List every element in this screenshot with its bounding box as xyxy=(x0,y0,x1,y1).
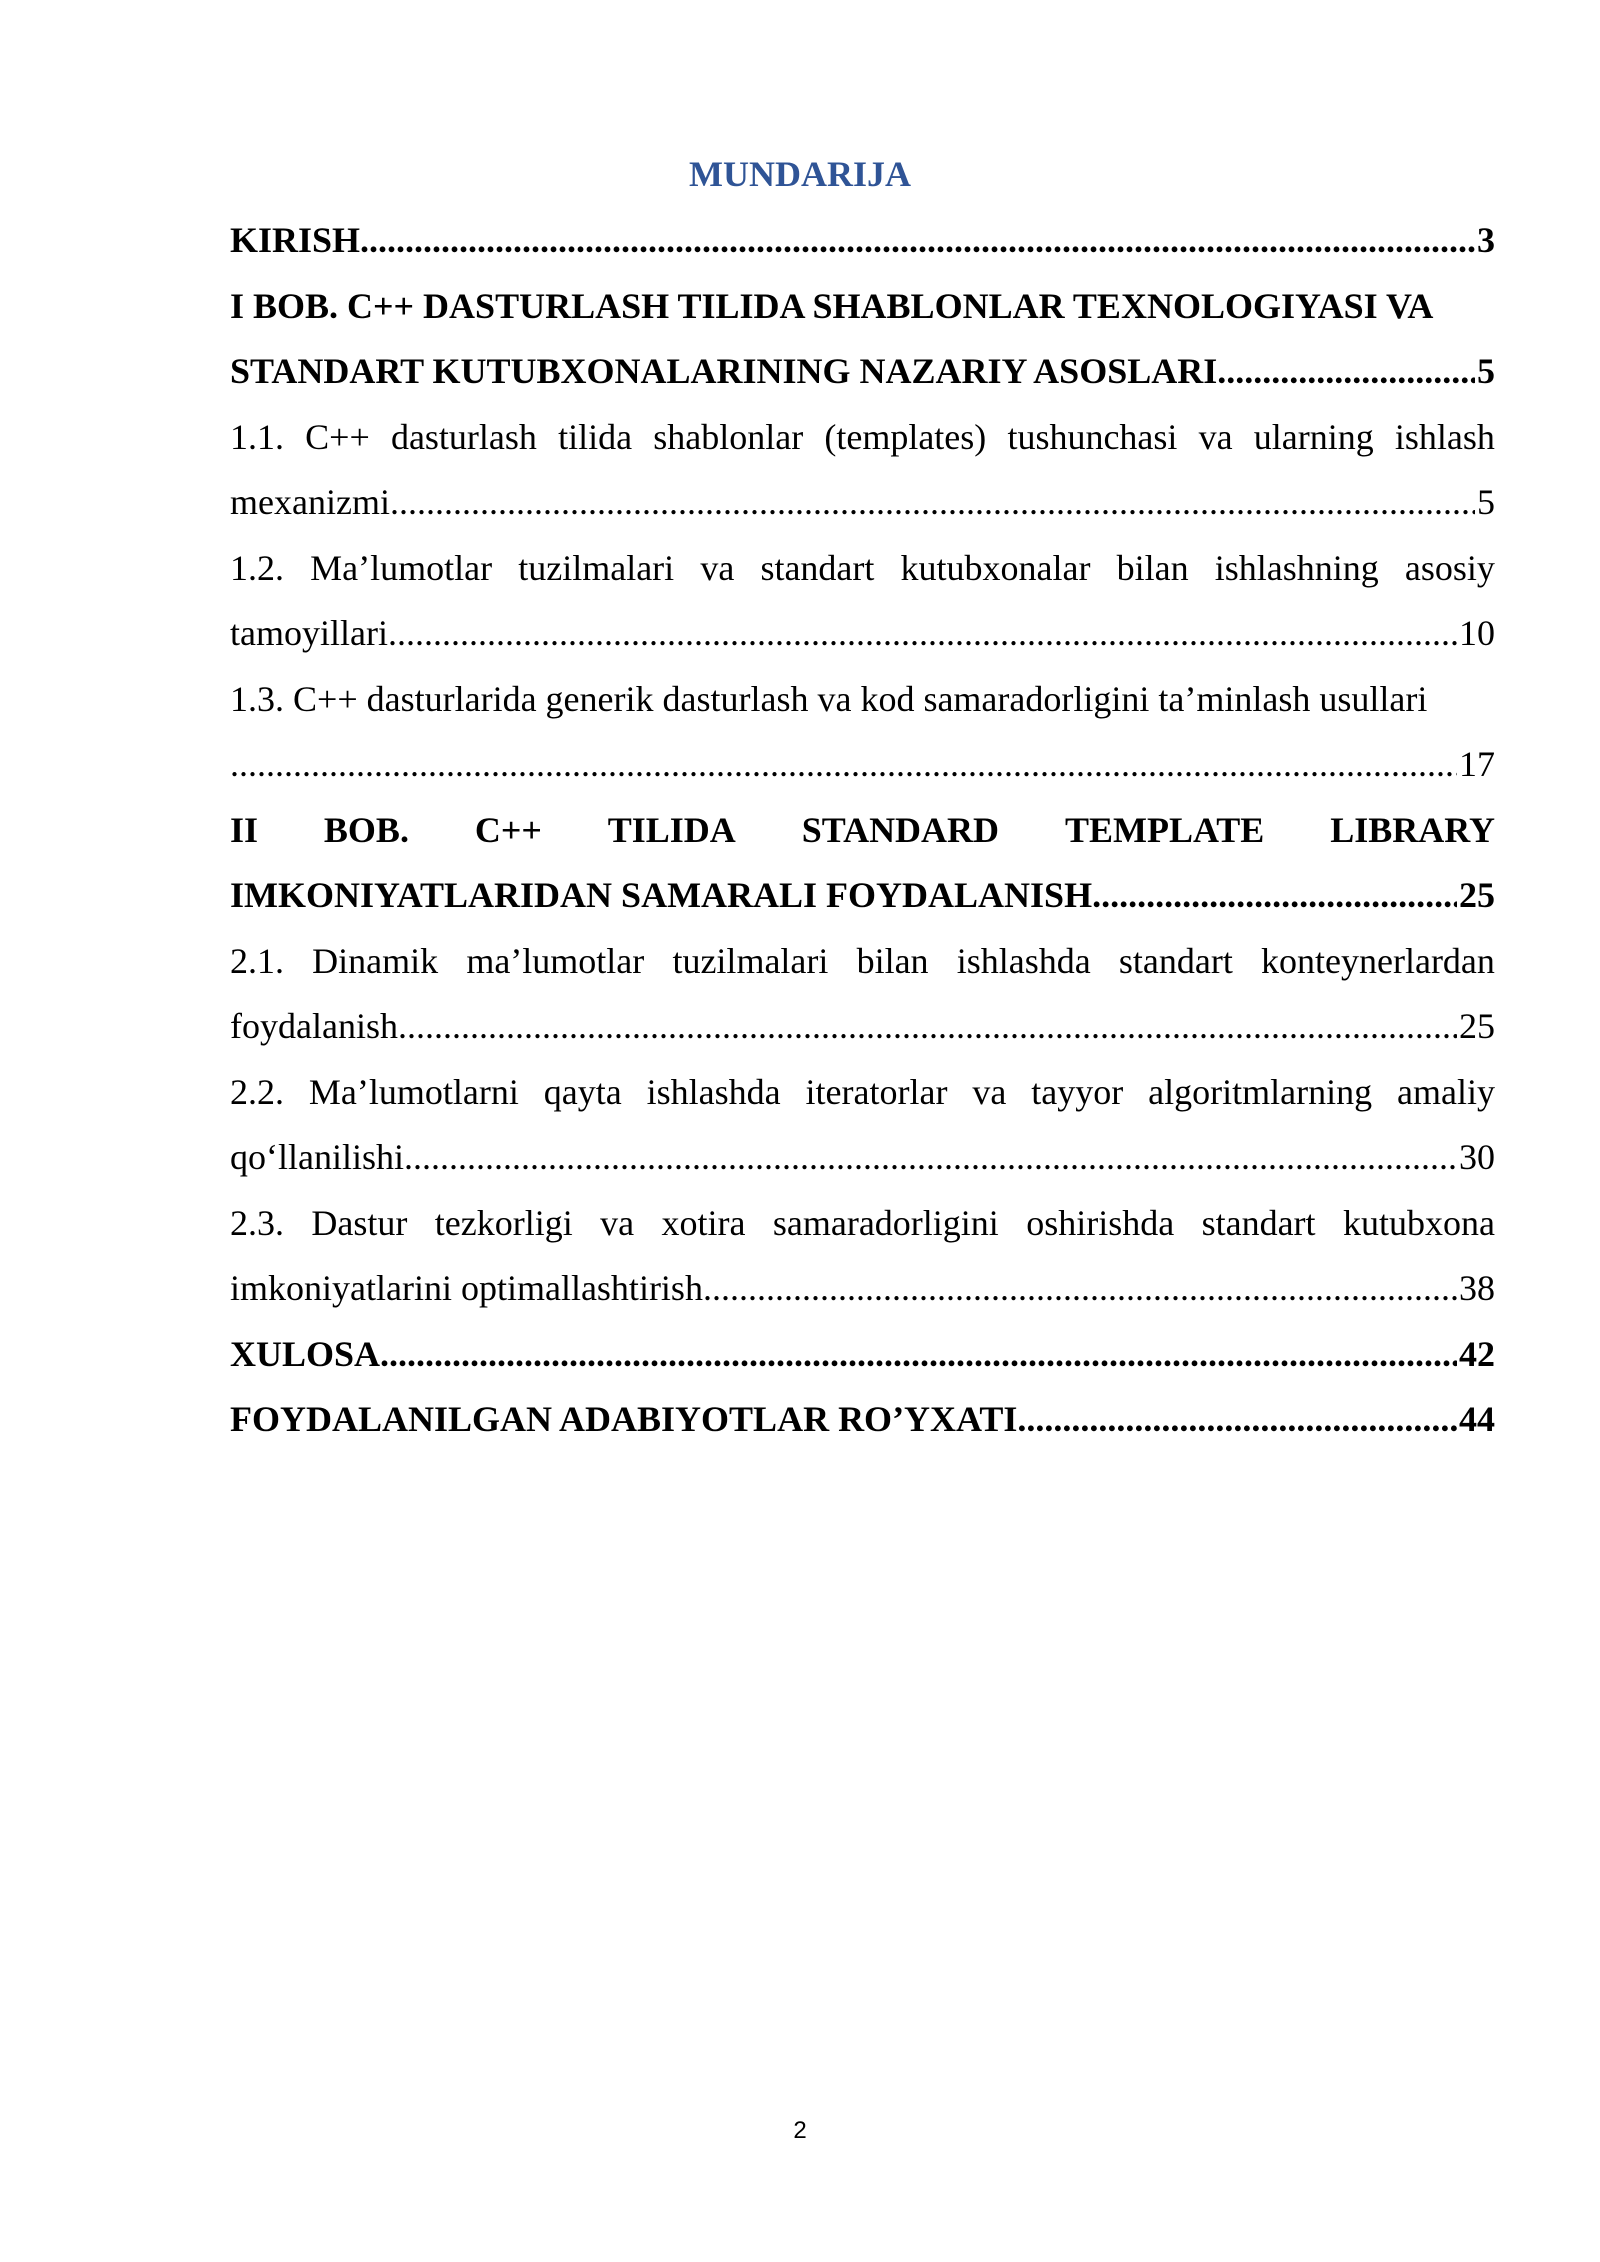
toc-entry-page: 42 xyxy=(1459,1333,1495,1374)
toc-entry-page: 25 xyxy=(1459,1006,1495,1046)
dot-leader xyxy=(380,1322,1457,1388)
toc-entry-title: KIRISH xyxy=(230,220,361,260)
toc-entry-bob1[interactable] xyxy=(230,274,1495,405)
toc-entry-xulosa[interactable] xyxy=(230,1322,1495,1388)
toc-word: va xyxy=(600,1202,635,1243)
toc-word: ishlashda xyxy=(956,940,1091,981)
toc-entry-title: foydalanish xyxy=(230,1006,398,1046)
toc-word: ishlashning xyxy=(1214,547,1379,588)
toc-entry-s2-2[interactable] xyxy=(230,1060,1495,1191)
toc-word: Dinamik xyxy=(312,940,439,981)
toc-word: tuzilmalari xyxy=(672,940,829,981)
dot-leader xyxy=(1092,863,1457,929)
table-of-contents xyxy=(230,208,1495,1453)
dot-leader xyxy=(398,994,1457,1060)
toc-word: tuzilmalari xyxy=(518,547,675,588)
toc-word: ishlash xyxy=(1394,416,1495,457)
toc-title: MUNDARIJA xyxy=(689,154,911,194)
toc-entry-line xyxy=(230,536,1495,602)
toc-word: kutubxonalar xyxy=(900,547,1091,588)
toc-word: Dastur xyxy=(311,1202,408,1243)
toc-entry-leader-line xyxy=(230,1256,1495,1322)
toc-word: qayta xyxy=(543,1071,622,1112)
toc-entry-leader-line xyxy=(230,470,1495,536)
toc-word: asosiy xyxy=(1404,547,1495,588)
toc-word: tushunchasi xyxy=(1007,416,1178,457)
dot-leader xyxy=(1217,339,1475,405)
toc-word: standart xyxy=(1118,940,1233,981)
toc-word: shablonlar xyxy=(653,416,804,457)
toc-word: 2.2. xyxy=(230,1071,284,1112)
toc-word: ishlashda xyxy=(646,1071,781,1112)
toc-word: TILIDA xyxy=(607,809,736,850)
toc-entry-leader-line xyxy=(230,732,1495,798)
page-number: 2 xyxy=(793,2117,807,2144)
toc-word: bilan xyxy=(856,940,929,981)
toc-entry-s1-3[interactable] xyxy=(230,667,1495,798)
toc-word: ma’lumotlar xyxy=(466,940,645,981)
toc-word: 2.1. xyxy=(230,940,284,981)
toc-word: samaradorligini xyxy=(772,1202,999,1243)
toc-word: II xyxy=(230,809,259,850)
toc-entry-page: 44 xyxy=(1459,1399,1495,1439)
toc-entry-leader-line xyxy=(230,1322,1495,1388)
toc-entry-leader-line xyxy=(230,1125,1495,1191)
toc-word: xotira xyxy=(661,1202,746,1243)
toc-word: dasturlash xyxy=(390,416,537,457)
toc-entry-line: 1.3. C++ dasturlarida generik dasturlash va kod samaradorligini ta’minlash usullari xyxy=(230,678,1428,719)
toc-entry-title: XULOSA xyxy=(230,1333,381,1374)
toc-word: BOB. xyxy=(323,809,409,850)
toc-entry-page: 3 xyxy=(1477,220,1495,260)
toc-word: ularning xyxy=(1253,416,1374,457)
dot-leader xyxy=(390,470,1475,536)
toc-word: Ma’lumotlarni xyxy=(308,1071,519,1112)
toc-word: LIBRARY xyxy=(1330,809,1495,850)
toc-entry-page: 5 xyxy=(1477,351,1495,391)
toc-entry-page: 38 xyxy=(1459,1268,1495,1308)
toc-entry-leader-line xyxy=(230,1387,1495,1453)
dot-leader xyxy=(404,1125,1457,1191)
dot-leader xyxy=(1017,1387,1457,1453)
toc-entry-line: I BOB. C++ DASTURLASH TILIDA SHABLONLAR TEXNOLOGIYASI VA xyxy=(230,285,1434,326)
toc-word: C++ xyxy=(305,416,370,457)
toc-entry-line xyxy=(230,1060,1495,1126)
toc-entry-s1-1[interactable] xyxy=(230,405,1495,536)
toc-entry-page: 5 xyxy=(1477,482,1495,522)
toc-entry-leader-line xyxy=(230,863,1495,929)
toc-entry-s2-1[interactable] xyxy=(230,929,1495,1060)
toc-word: standart xyxy=(1201,1202,1316,1243)
toc-word: va xyxy=(972,1071,1007,1112)
toc-word: (templates) xyxy=(824,416,987,457)
toc-word: tayyor xyxy=(1031,1071,1124,1112)
toc-word: konteynerlardan xyxy=(1261,940,1495,981)
toc-word: C++ xyxy=(474,809,542,850)
toc-entry-leader-line xyxy=(230,339,1495,405)
toc-word: 1.1. xyxy=(230,416,284,457)
toc-entry-line xyxy=(230,798,1495,864)
toc-word: va xyxy=(1198,416,1233,457)
toc-entry-title: mexanizmi xyxy=(230,482,390,522)
toc-entry-s2-3[interactable] xyxy=(230,1191,1495,1322)
toc-word: Ma’lumotlar xyxy=(310,547,493,588)
toc-entry-kirish[interactable] xyxy=(230,208,1495,274)
toc-word: tezkorligi xyxy=(434,1202,573,1243)
toc-word: 1.2. xyxy=(230,547,284,588)
toc-entry-leader-line xyxy=(230,994,1495,1060)
toc-entry-title: imkoniyatlarini optimallashtirish xyxy=(230,1268,703,1308)
toc-word: amaliy xyxy=(1396,1071,1495,1112)
dot-leader xyxy=(388,601,1457,667)
toc-entry-page: 25 xyxy=(1459,875,1495,915)
toc-word: kutubxona xyxy=(1342,1202,1495,1243)
toc-entry-leader-line xyxy=(230,601,1495,667)
toc-word: standart xyxy=(760,547,875,588)
toc-word: TEMPLATE xyxy=(1064,809,1265,850)
dot-leader xyxy=(360,208,1475,274)
toc-word: oshirishda xyxy=(1026,1202,1175,1243)
toc-entry-s1-2[interactable] xyxy=(230,536,1495,667)
toc-word: va xyxy=(700,547,735,588)
toc-entry-line xyxy=(230,405,1495,471)
toc-entry-bob2[interactable] xyxy=(230,798,1495,929)
toc-entry-title: FOYDALANILGAN ADABIYOTLAR RO’YXATI xyxy=(230,1399,1018,1439)
toc-word: bilan xyxy=(1116,547,1189,588)
toc-entry-line xyxy=(230,1191,1495,1257)
toc-entry-page: 30 xyxy=(1459,1137,1495,1177)
toc-entry-title: IMKONIYATLARIDAN SAMARALI FOYDALANISH xyxy=(230,875,1093,915)
toc-entry-title: STANDART KUTUBXONALARINING NAZARIY ASOSLARI xyxy=(230,351,1218,391)
toc-word: iteratorlar xyxy=(805,1071,948,1112)
toc-entry-title: qo‘llanilishi xyxy=(230,1137,404,1177)
toc-entry-leader-line xyxy=(230,208,1495,274)
toc-entry-line xyxy=(230,929,1495,995)
toc-word: algoritmlarning xyxy=(1148,1071,1373,1112)
dot-leader xyxy=(703,1256,1457,1322)
toc-word: 2.3. xyxy=(230,1202,284,1243)
toc-entry-page: 17 xyxy=(1459,744,1495,784)
dot-leader xyxy=(230,732,1457,798)
toc-entry-page: 10 xyxy=(1459,613,1495,653)
toc-word: tilida xyxy=(558,416,633,457)
toc-entry-title: tamoyillari xyxy=(230,613,388,653)
toc-word: STANDARD xyxy=(801,809,1000,850)
toc-entry-adabiyotlar[interactable] xyxy=(230,1387,1495,1453)
